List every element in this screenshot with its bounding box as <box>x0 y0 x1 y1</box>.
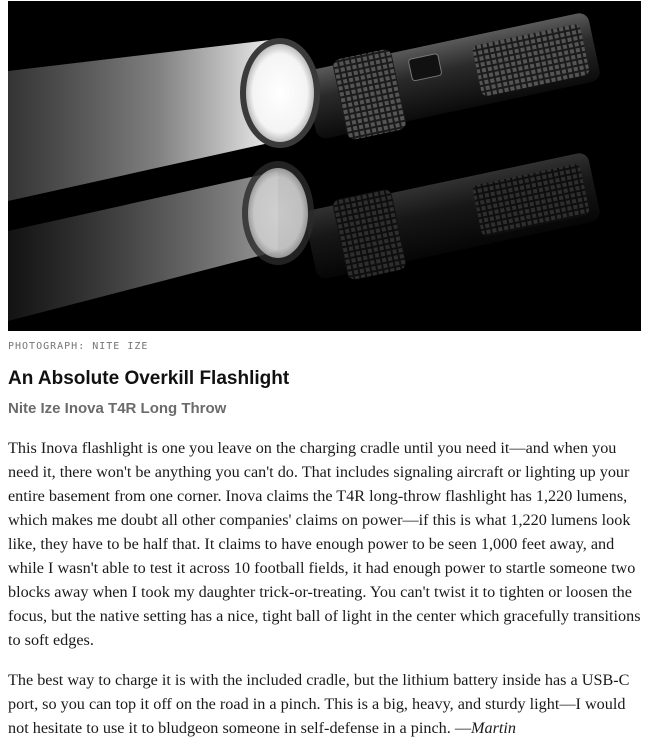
paragraph-2-text: The best way to charge it is with the included cradle, but the lithium battery inside has a USB-C port, so you can top it off on the road in a pinch. This is a big, heavy, and sturdy light—I would not hesitate to use it to bludgeon someone in self-defense in a pinch. — <box>8 671 630 737</box>
hero-photo <box>8 1 641 331</box>
item-headline: An Absolute Overkill Flashlight <box>8 368 290 389</box>
photo-credit: PHOTOGRAPH: NITE IZE <box>8 341 149 352</box>
flashlight-icon <box>8 1 641 331</box>
paragraph-2 <box>8 668 641 740</box>
author-byline: Martin <box>471 719 517 737</box>
product-name: Nite Ize Inova T4R Long Throw <box>8 400 227 417</box>
paragraph-1: This Inova flashlight is one you leave on the charging cradle until you need it—and when you need it, there won't be anything you can't do. That includes signaling aircraft or lighting up your entire basement from one corner. Inova claims the T4R long-throw flashlight has 1,220 lumens, which makes me doubt all other companies' claims on power—if this is what 1,220 lumens look like, they have to be half that. It claims to have enough power to be seen 1,000 feet away, and while I wasn't able to test it across 10 football fields, it had enough power to startle someone two blocks away when I took my daughter trick-or-treating. You can't twist it to tighten or loosen the focus, but the native setting has a nice, tight ball of light in the center which gracefully transitions to soft edges. <box>8 439 641 649</box>
